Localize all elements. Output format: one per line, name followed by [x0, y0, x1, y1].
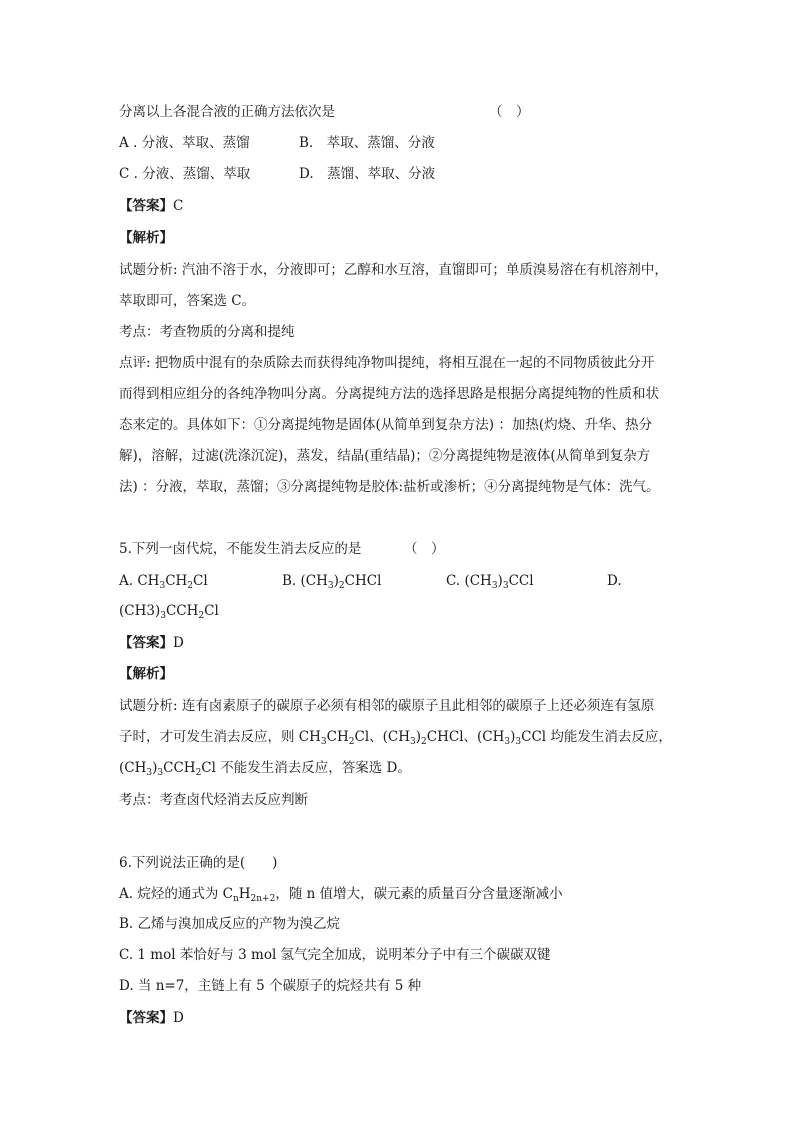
- q4-kaodian: 考点：考查物质的分离和提纯: [119, 324, 295, 340]
- q5-option-a: A. $CH_3CH_2Cl$: [119, 573, 208, 591]
- q5-analysis-tag: 【解析】: [119, 666, 173, 682]
- q5-option-d: $(CH3)_3CCH_2Cl$: [119, 603, 219, 621]
- q5-option-d-label: D.: [607, 573, 622, 589]
- q5-answer: 【答案】D: [119, 635, 184, 651]
- q5-kaodian: 考点：考查卤代烃消去反应判断: [119, 792, 308, 808]
- q5-option-c: C. $(CH_3)_3CCl$: [446, 573, 534, 591]
- q4-option-a: A . 分液、萃取、蒸馏: [119, 135, 250, 151]
- q5-analysis-line: $(CH_3)_3CCH_2Cl$ 不能发生消去反应，答案选 D。: [119, 760, 411, 778]
- q6-option-d: D. 当 n=7，主链上有 5 个碳原子的烷烃共有 5 种: [119, 978, 422, 994]
- q4-dianping-line: 而得到相应组分的各纯净物叫分离。分离提纯方法的选择思路是根据分离提纯物的性质和状: [119, 386, 659, 402]
- q4-analysis-tag: 【解析】: [119, 230, 173, 246]
- q4-dianping-line: 法) ：分液，萃取，蒸馏；③分离提纯物是胶体:盐析或渗析；④分离提纯物是气体：洗气。: [119, 479, 660, 495]
- q4-dianping-line: 解)，溶解，过滤(洗涤沉淀)，蒸发，结晶(重结晶)；②分离提纯物是液体(从简单到复杂方: [119, 448, 651, 464]
- q4-dianping-line: 态来定的。具体如下：①分离提纯物是固体(从简单到复杂方法) ：加热(灼烧、升华、热分: [119, 417, 653, 433]
- q6-answer: 【答案】D: [119, 1010, 184, 1026]
- q4-analysis-line: 萃取即可，答案选 C。: [119, 293, 256, 309]
- q6-option-a: A. 烷烃的通式为 $C_nH_{2n+2}$，随 n 值增大，碳元素的质量百分含量逐渐减小: [119, 886, 563, 904]
- q5-option-b: B. $(CH_3)_2CHCl$: [282, 573, 382, 591]
- q4-option-b: B. 萃取、蒸馏、分液: [299, 135, 435, 151]
- q4-option-d: D. 蒸馏、萃取、分液: [299, 166, 436, 182]
- q4-dianping-line: 点评: 把物质中混有的杂质除去而获得纯净物叫提纯，将相互混在一起的不同物质彼此分开: [119, 355, 655, 371]
- q6-option-b: B. 乙烯与溴加成反应的产物为溴乙烷: [119, 916, 341, 932]
- q4-paren: （ ）: [489, 104, 530, 120]
- q5-stem: 5.下列一卤代烷，不能发生消去反应的是 （ ）: [119, 541, 445, 557]
- q4-option-c: C . 分液、蒸馏、萃取: [119, 166, 251, 182]
- q6-option-c: C. 1 mol 苯恰好与 3 mol 氢气完全加成，说明苯分子中有三个碳碳双键: [119, 947, 551, 963]
- q5-analysis-line: 子时，才可发生消去反应，则 $CH_3CH_2Cl$、$(CH_3)_2CHCl$、$(CH_3)_3CCl$ 均能发生消去反应，: [119, 729, 672, 747]
- q4-stem: 分离以上各混合液的正确方法依次是 （ ）: [119, 104, 530, 120]
- q4-answer: 【答案】C: [119, 198, 184, 214]
- q6-stem: 6.下列说法正确的是( ): [119, 855, 278, 871]
- q4-analysis-line: 试题分析: 汽油不溶于水，分液即可；乙醇和水互溶，直馏即可；单质溴易溶在有机溶剂中，: [119, 262, 668, 278]
- q5-paren: （ ）: [404, 541, 445, 557]
- q5-analysis-line: 试题分析: 连有卤素原子的碳原子必须有相邻的碳原子且此相邻的碳原子上还必须连有氢原: [119, 698, 655, 714]
